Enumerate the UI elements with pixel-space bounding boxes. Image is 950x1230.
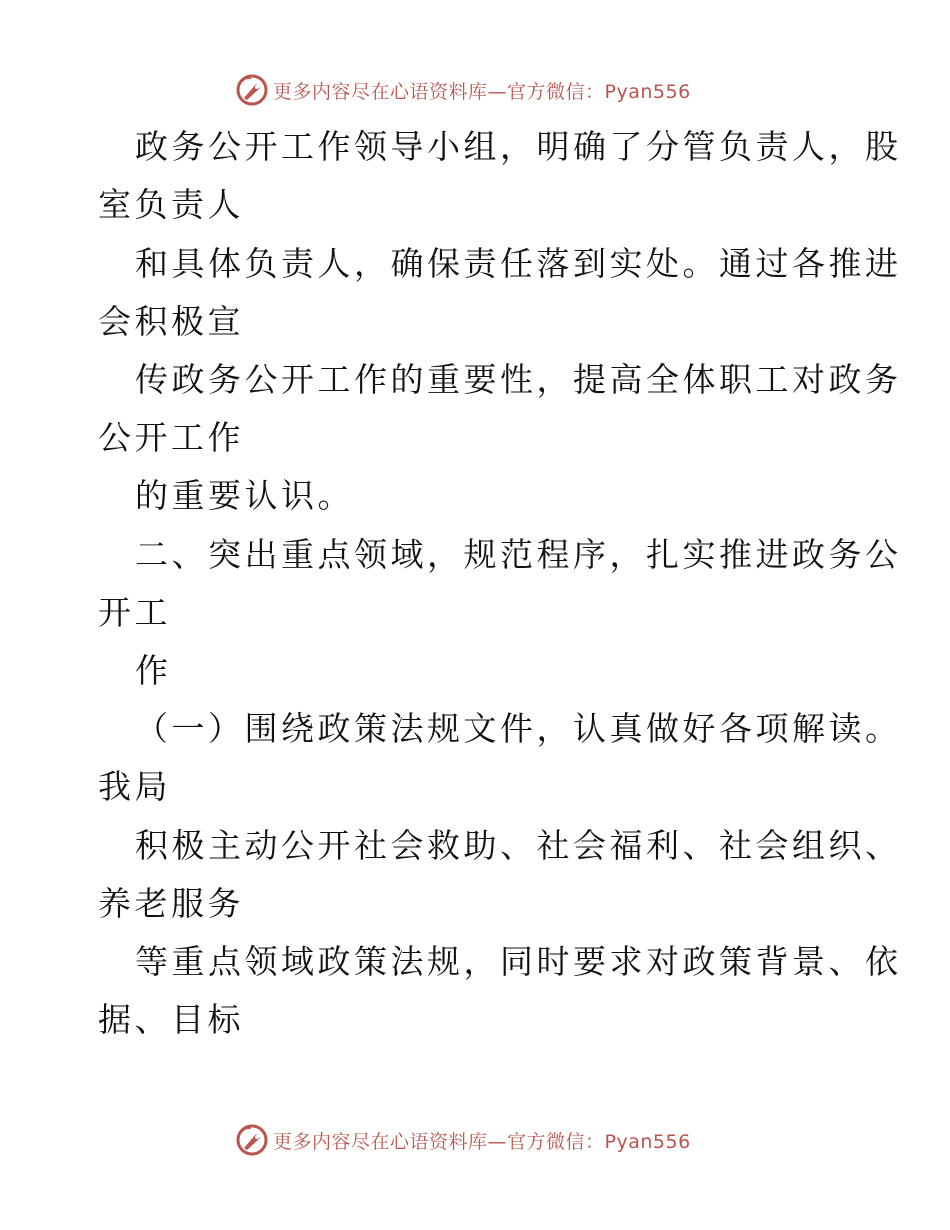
paragraph-line: 等重点领域政策法规，同时要求对政策背景、依	[135, 942, 902, 981]
paragraph-line: 我局	[98, 767, 171, 806]
paragraph-line: 会积极宣	[98, 302, 244, 341]
paragraph-line: 室负责人	[98, 185, 244, 224]
section-heading-line: 作	[135, 651, 172, 690]
section-heading-line: 二、突出重点领域，规范程序，扎实推进政务公	[135, 535, 902, 574]
paragraph-line: 传政务公开工作的重要性，提高全体职工对政务	[135, 360, 902, 399]
pen-nib-logo-icon	[235, 73, 269, 107]
paragraph-line: 政务公开工作领导小组，明确了分管负责人，股	[135, 127, 902, 166]
paragraph-line: 和具体负责人，确保责任落到实处。通过各推进	[135, 244, 902, 283]
subsection-heading-line: （一）围绕政策法规文件，认真做好各项解读。	[135, 709, 902, 748]
footer-watermark	[235, 1122, 691, 1158]
paragraph-line: 据、目标	[98, 1000, 244, 1039]
paragraph-line: 公开工作	[98, 418, 244, 457]
pen-nib-logo-icon	[235, 1123, 269, 1157]
section-heading-line: 开工	[98, 593, 171, 632]
watermark-text: 更多内容尽在心语资料库—官方微信：Pyan556	[273, 80, 691, 103]
watermark-text: 更多内容尽在心语资料库—官方微信：Pyan556	[273, 1130, 691, 1153]
paragraph-line: 养老服务	[98, 884, 244, 923]
paragraph-line: 积极主动公开社会救助、社会福利、社会组织、	[135, 826, 902, 865]
paragraph-line: 的重要认识。	[135, 476, 354, 515]
header-watermark	[235, 72, 691, 108]
